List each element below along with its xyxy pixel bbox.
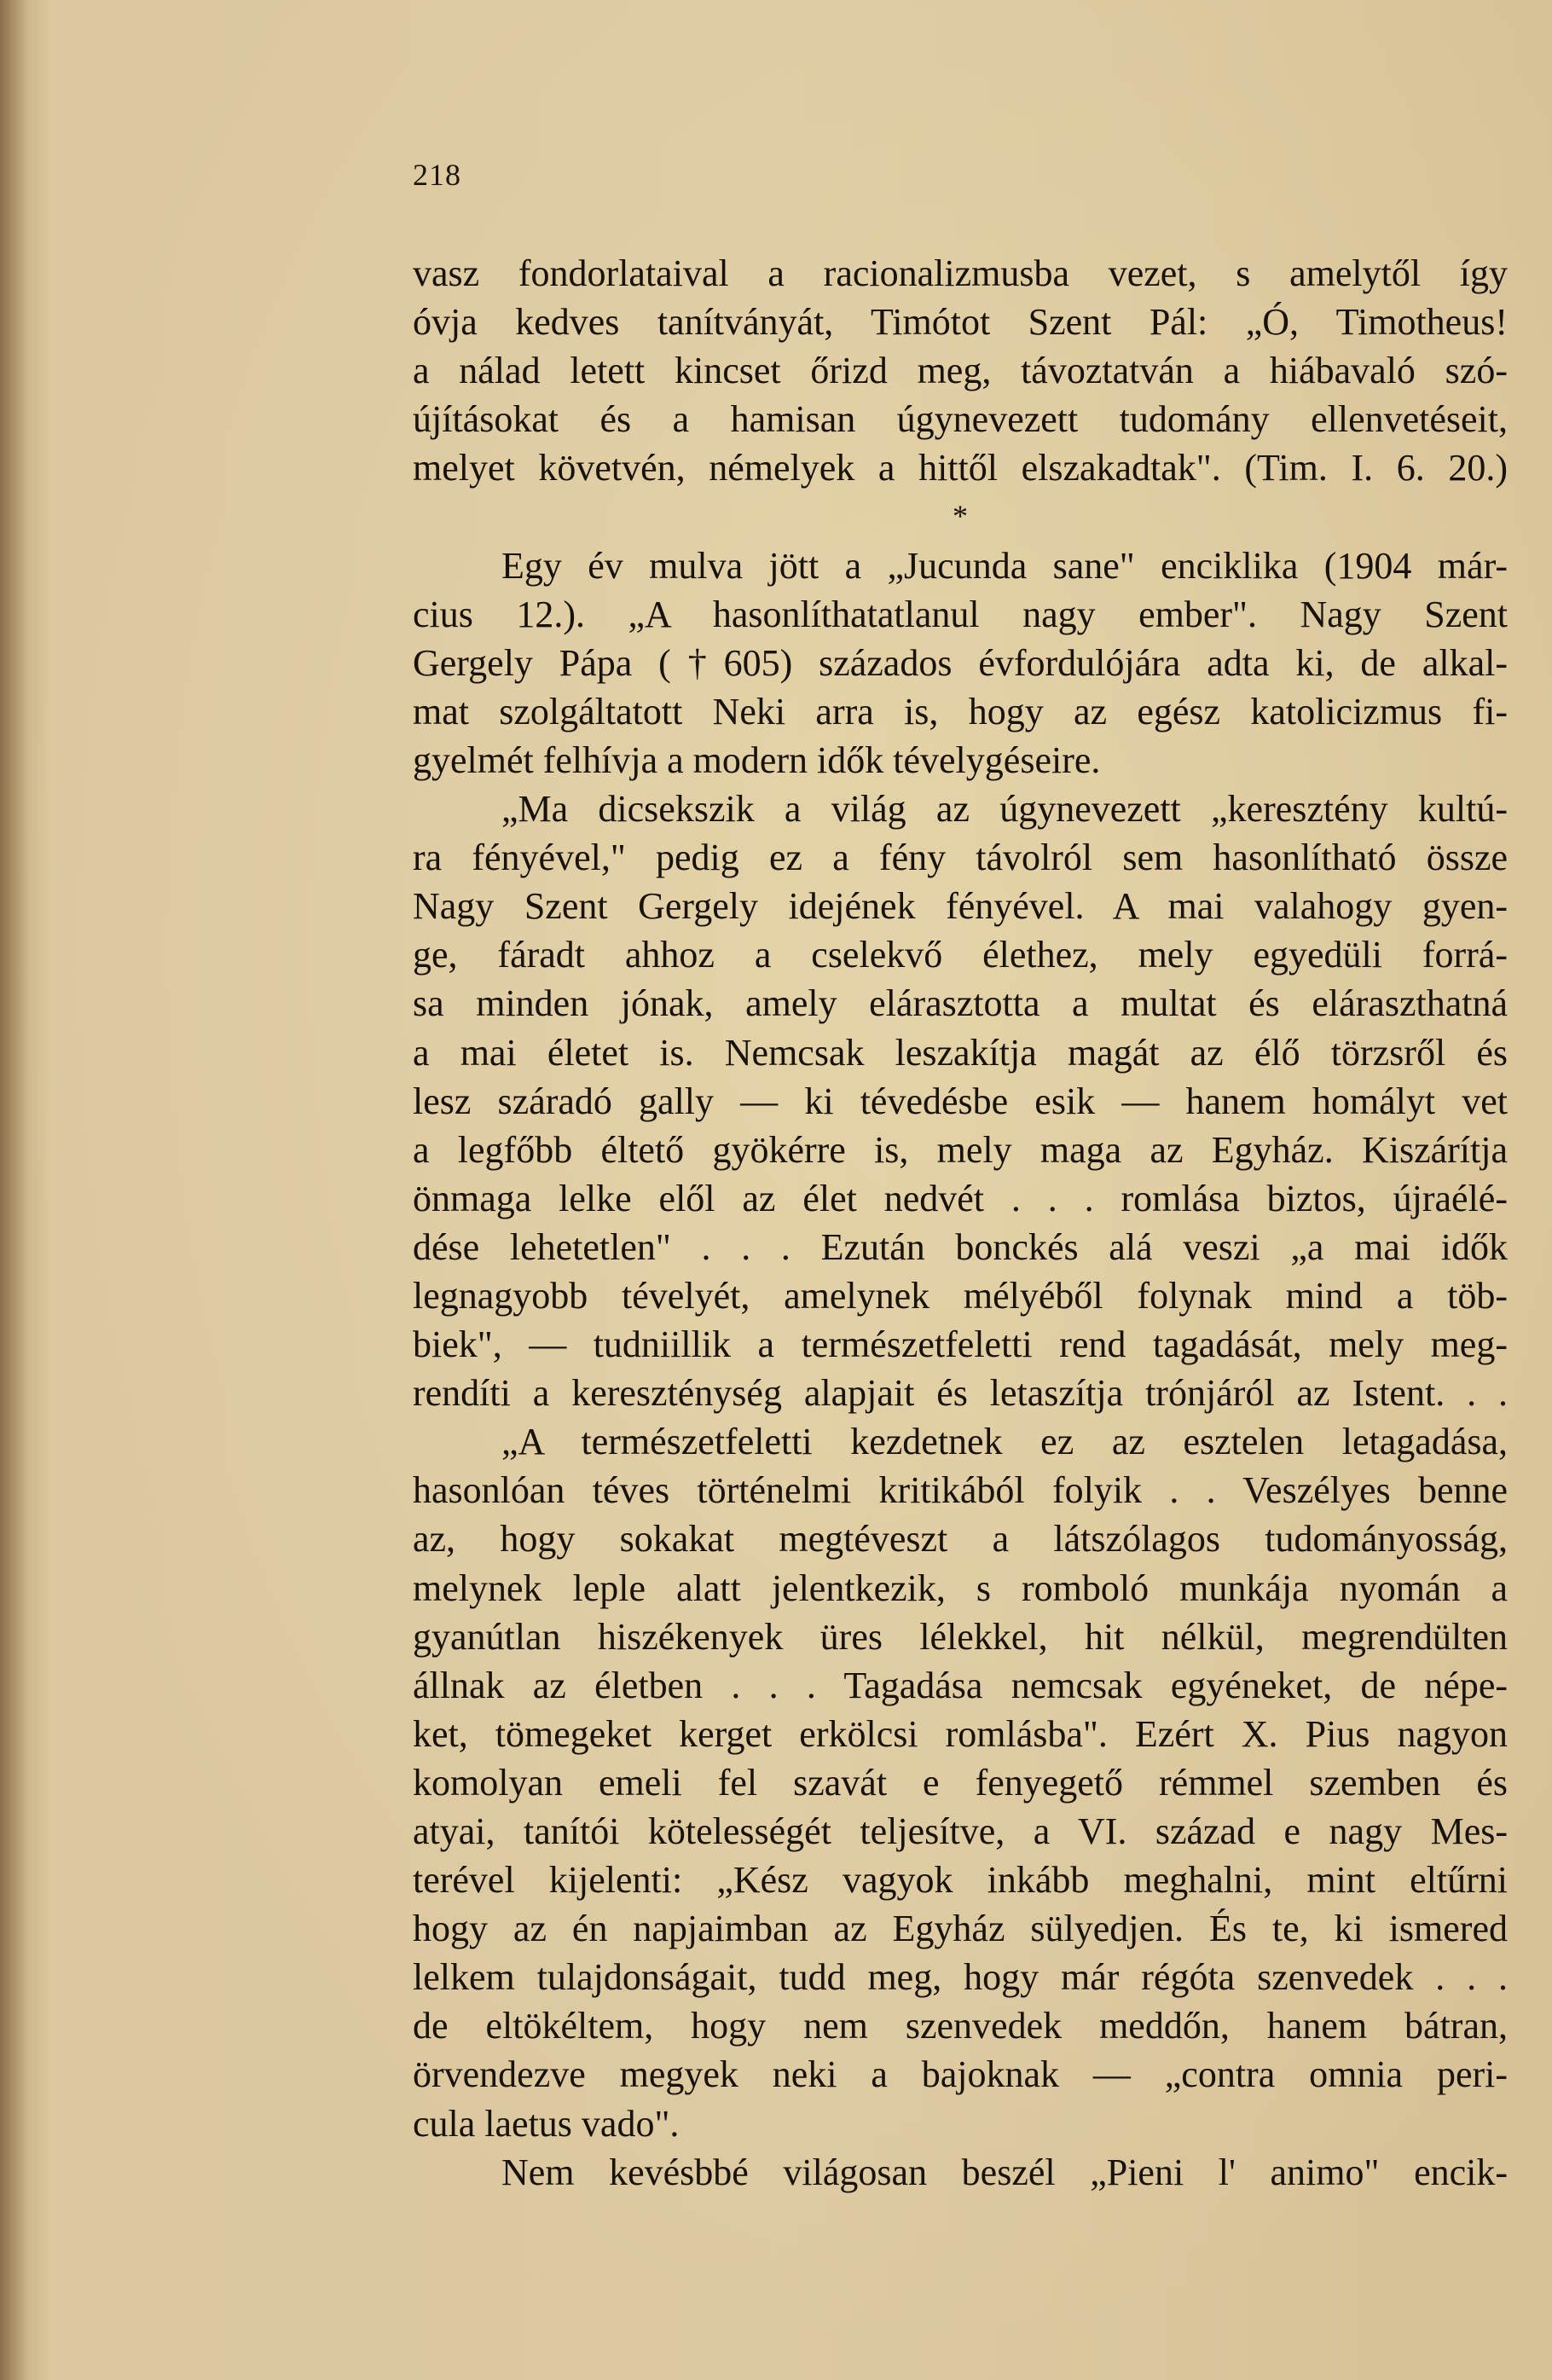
text-line: hasonlóan téves történelmi kritikából folyik . . Veszélyes benne <box>413 1469 1508 1512</box>
text-line: komolyan emeli fel szavát e fenyegető rémmel szemben és <box>413 1761 1508 1804</box>
text-line: ge, fáradt ahhoz a cselekvő élethez, mely egyedüli forrá- <box>413 934 1508 976</box>
text-line: a nálad letett kincset őrizd meg, távoztatván a hiábavaló szó- <box>413 350 1508 392</box>
text-line: ket, tömegeket kerget erkölcsi romlásba". Ezért X. Pius nagyon <box>413 1712 1508 1755</box>
text-line: óvja kedves tanítványát, Timótot Szent Pál: „Ó, Timotheus! <box>413 301 1508 344</box>
text-line: de eltökéltem, hogy nem szenvedek meddőn, hanem bátran, <box>413 2005 1508 2047</box>
text-line: örvendezve megyek neki a bajoknak — „contra omnia peri- <box>413 2053 1508 2096</box>
text-line: lesz száradó gally — ki tévedésbe esik — hanem homályt vet <box>413 1080 1508 1122</box>
text-line: önmaga lelke elől az élet nedvét . . . romlása biztos, újraélé- <box>413 1177 1508 1219</box>
page-number: 218 <box>413 158 461 192</box>
text-line: melynek leple alatt jelentkezik, s romboló munkája nyomán a <box>413 1566 1508 1609</box>
text-line: legnagyobb tévelyét, amelynek mélyéből folynak mind a töb- <box>413 1274 1508 1317</box>
text-line: sa minden jónak, amely elárasztotta a multat és eláraszthatná <box>413 982 1508 1025</box>
text-line: vasz fondorlataival a racionalizmusba vezet, s amelytől így <box>413 252 1508 294</box>
text-line: cius 12.). „A hasonlíthatatlanul nagy ember". Nagy Szent <box>413 593 1508 635</box>
text-line: Egy év mulva jött a „Jucunda sane" enciklika (1904 már- <box>501 544 1508 587</box>
text-line: cula laetus vado". <box>413 2102 680 2145</box>
text-line: rendíti a kereszténység alapjait és letaszítja trónjáról az Istent. . . <box>413 1372 1508 1415</box>
text-line: biek", — tudniillik a természetfeletti rend tagadását, mely meg- <box>413 1323 1508 1366</box>
text-line: dése lehetetlen" . . . Ezután bonckés alá veszi „a mai idők <box>413 1225 1508 1268</box>
text-line: „A természetfeletti kezdetnek ez az esztelen letagadása, <box>501 1421 1508 1463</box>
text-line: ra fényével," pedig ez a fény távolról sem hasonlítható össze <box>413 837 1508 879</box>
text-line: Gergely Pápa (†605) százados évfordulójára adta ki, de alkal- <box>413 641 1508 684</box>
page-spine-shadow <box>0 0 29 2380</box>
text-line: hogy az én napjaimban az Egyház sülyedjen. És te, ki ismered <box>413 1908 1508 1950</box>
text-line: mat szolgáltatott Neki arra is, hogy az egész katolicizmus fi- <box>413 690 1508 733</box>
text-line: Nagy Szent Gergely idejének fényével. A mai valahogy gyen- <box>413 885 1508 928</box>
text-line: az, hogy sokakat megtéveszt a látszólagos tudományosság, <box>413 1518 1508 1561</box>
text-line: melyet követvén, némelyek a hittől elszakadtak". (Tim. I. 6. 20.) <box>413 447 1508 489</box>
body-text <box>413 249 1508 2197</box>
text-line: a legfőbb éltető gyökérre is, mely maga az Egyház. Kiszárítja <box>413 1128 1508 1171</box>
text-line: „Ma dicsekszik a világ az úgynevezett „keresztény kultú- <box>501 788 1508 831</box>
text-line: Nem kevésbbé világosan beszél „Pieni l' animo" encik- <box>501 2151 1508 2193</box>
text-line: terével kijelenti: „Kész vagyok inkább meghalni, mint eltűrni <box>413 1859 1508 1902</box>
text-line: gyanútlan hiszékenyek üres lélekkel, hit nélkül, megrendülten <box>413 1615 1508 1658</box>
text-line: atyai, tanítói kötelességét teljesítve, a VI. század e nagy Mes- <box>413 1810 1508 1852</box>
text-line: állnak az életben . . . Tagadása nemcsak egyéneket, de népe- <box>413 1664 1508 1706</box>
text-line: lelkem tulajdonságait, tudd meg, hogy már régóta szenvedek . . . <box>413 1956 1508 1999</box>
section-separator: * <box>953 499 968 534</box>
text-line: újításokat és a hamisan úgynevezett tudomány ellenvetéseit, <box>413 398 1508 441</box>
text-line: gyelmét felhívja a modern idők tévelygéseire. <box>413 738 1101 781</box>
text-line: a mai életet is. Nemcsak leszakítja magát az élő törzsről és <box>413 1031 1508 1074</box>
